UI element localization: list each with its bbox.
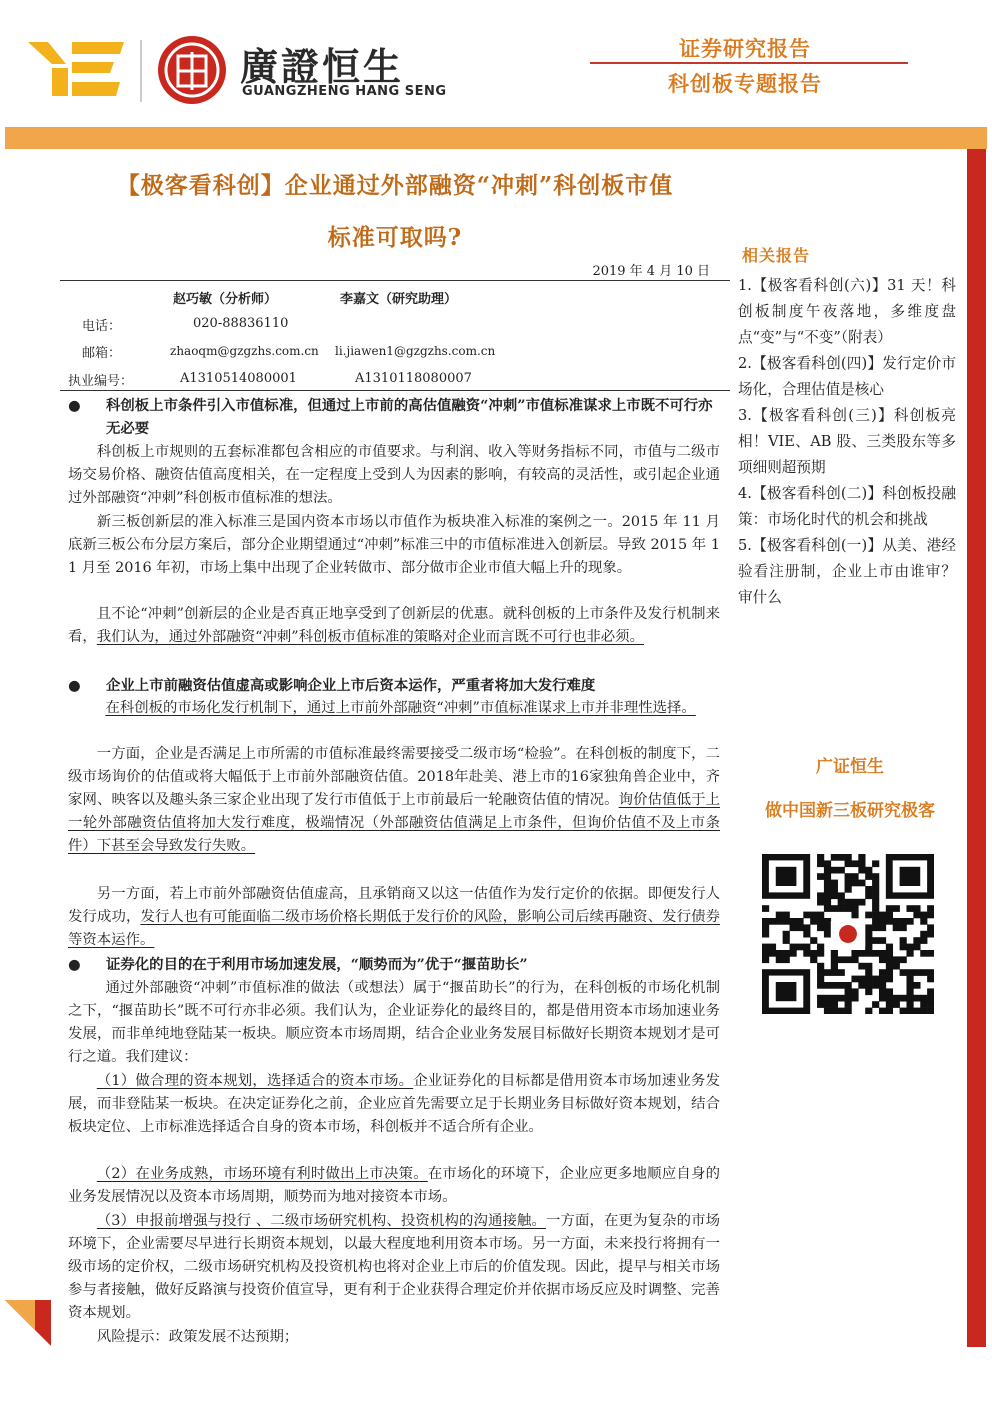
assistant-email[interactable]: li.jiawen1@gzgzhs.com.cn — [335, 344, 496, 358]
paragraph-10-emphasis: （3）申报前增强与投行 、二级市场研究机构、投资机构的沟通接触。 — [96, 1213, 547, 1229]
authors-rule — [60, 390, 730, 391]
related-report-link[interactable]: 4.【极客看科创(二)】科创板投融策：市场化时代的机会和挑战 — [738, 485, 956, 528]
sidebar-brand-name: 广证恒生 — [816, 757, 884, 777]
related-report-link[interactable]: 5.【极客看科创(一)】从美、港经验看注册制，企业上市由谁审？审什么 — [738, 537, 956, 606]
paragraph-6-emphasis: 发行人也有可能面临二级市场价格长期低于发行价的风险，影响公司后续再融资、发行债券等资本运作。 — [68, 909, 720, 948]
assistant-cert: A1310118080007 — [355, 371, 472, 386]
paragraph-4: 在科创板的市场化发行机制下，通过上市前外部融资“冲刺”市值标准谋求上市并非理性选择。 — [105, 700, 696, 716]
paragraph-5-emphasis: 询价估值低于上一轮外部融资估值将加大发行难度，极端情况（外部融资估值满足上市条件，但询价估值不及上市条件）下甚至会导致发行失败。 — [68, 792, 720, 854]
bullet-icon: ● — [68, 397, 81, 414]
right-red-stripe — [967, 149, 986, 1347]
header-divider — [590, 62, 908, 64]
paragraph-1: 科创板上市规则的五套标准都包含相应的市值要求。与利润、收入等财务指标不同，市值与二级市场交易价格、融资估值高度相关，在一定程度上受到人为因素的影响，有较高的灵活性，或引起企业通过外部融资“冲刺”科创板市值标准的想法。 — [68, 444, 720, 506]
title-rule — [60, 280, 730, 281]
paragraph-7: 通过外部融资“冲刺”市值标准的做法（或想法）属于“揠苗助长”的行为，在科创板的市场化机制之下，“揠苗助长”既不可行亦非必须。我们认为，企业证券化的最终目的，都是借用资本市场加速业务发展，而非单纯地登陆某一板块。顺应资本市场周期，结合企业业务发展目标做好长期资本规划才是可行之道。我们建议： — [68, 980, 720, 1065]
section-heading-1: ● 科创板上市条件引入市值标准，但通过上市前的高估值融资“冲刺”市值标准谋求上市既不可行亦无必要 — [68, 394, 720, 440]
qr-code-icon — [762, 854, 934, 1014]
cert-label: 执业编号： — [68, 374, 134, 389]
paragraph-9-emphasis: （2）在业务成熟，市场环境有利时做出上市决策。 — [96, 1166, 428, 1182]
corner-triangle-icon — [5, 1300, 51, 1346]
ye-logo-icon — [28, 38, 124, 100]
section-heading-3: ● 证券化的目的在于利用市场加速发展，“顺势而为”优于“揠苗助长” — [68, 953, 720, 976]
related-reports-title: 相关报告 — [742, 246, 811, 265]
analyst-cert: A1310514080001 — [180, 371, 297, 386]
phone-number: 020-88836110 — [193, 316, 289, 331]
paragraph-9: （2）在业务成熟，市场环境有利时做出上市决策。在市场化的环境下，企业应更多地顺应自身的业务发展情况以及资本市场周期，顺势而为地对接资本市场。 — [68, 1166, 720, 1205]
related-report-link[interactable]: 1.【极客看科创(六)】31 天！科创板制度午夜落地，多维度盘点“变”与“不变”（附表） — [738, 277, 956, 346]
paragraph-10: （3）申报前增强与投行 、二级市场研究机构、投资机构的沟通接触。一方面，在更为复杂的市场环境下，企业需要尽早进行长期资本规划，以最大程度地利用资本市场。另一方面，未来投行将拥有一级市场的定价权，二级市场研究机构及投资机构也将对企业上市后的价值发现。因此，提早与相关市场参与者接触，做好反路演与投资价值宣导，更有利于企业获得合理定价并依据市场反应及时调整、完善资本规划。 — [68, 1213, 720, 1321]
related-reports-list — [738, 273, 956, 611]
related-report-link[interactable]: 3.【极客看科创(三)】科创板亮相！VIE、AB 股、三类股东等多项细则超预期 — [738, 407, 956, 476]
email-label: 邮箱： — [82, 346, 122, 361]
bullet-icon: ● — [68, 956, 81, 973]
report-title-line1: 【极客看科创】企业通过外部融资“冲刺”科创板市值 — [116, 172, 674, 199]
header-orange-bar — [5, 127, 987, 149]
analyst-name: 赵巧敏（分析师） — [173, 292, 278, 307]
report-subtype: 科创板专题报告 — [668, 71, 822, 96]
bullet-icon: ● — [68, 677, 81, 694]
risk-warning: 风险提示：政策发展不达预期； — [96, 1329, 299, 1345]
seal-logo-icon — [156, 34, 228, 106]
section-heading-2: ● 企业上市前融资估值虚高或影响企业上市后资本运作，严重者将加大发行难度 — [68, 674, 720, 697]
paragraph-8: （1）做合理的资本规划，选择适合的资本市场。企业证券化的目标都是借用资本市场加速业务发展，而非登陆某一板块。在决定证券化之前，企业应首先需要立足于长期业务目标做好资本规划，结合板块定位、上市标准选择适合自身的资本市场，科创板并不适合所有企业。 — [68, 1073, 720, 1135]
sidebar-slogan: 做中国新三板研究极客 — [765, 801, 935, 821]
paragraph-8-emphasis: （1）做合理的资本规划，选择适合的资本市场。 — [96, 1073, 414, 1089]
paragraph-5: 一方面，企业是否满足上市所需的市值标准最终需要接受二级市场“检验”。在科创板的制度下，二级市场询价的估值或将大幅低于上市前外部融资估值。2018年赴美、港上市的16家独角兽企业中，齐家网、映客以及趣头条三家企业出现了发行市值低于上市前最后一轮融资估值的情况。询价估值低于上一轮外部融资估值将加大发行难度，极端情况（外部融资估值满足上市条件，但询价估值不及上市条件）下甚至会导致发行失败。 — [68, 746, 720, 854]
analyst-email[interactable]: zhaoqm@gzgzhs.com.cn — [170, 344, 319, 358]
paragraph-3-emphasis: 我们认为，通过外部融资“冲刺”科创板市值标准的策略对企业而言既不可行也非必须。 — [96, 629, 644, 645]
paragraph-2: 新三板创新层的准入标准三是国内资本市场以市值作为板块准入标准的案例之一。2015 年 11 月底新三板公布分层方案后，部分企业期望通过“冲刺”标准三中的市值标准进入创新层。导致 2015 年 11 月至 2016 年初，市场上集中出现了企业转做市、部分做市企业市值大幅上升的现象。 — [68, 514, 720, 576]
report-title-line2: 标准可取吗? — [327, 224, 463, 251]
related-report-link[interactable]: 2.【极客看科创(四)】发行定价市场化，合理估值是核心 — [738, 355, 956, 398]
brand-name-cn: 廣證恒生 — [240, 45, 405, 89]
report-date: 2019 年 4 月 10 日 — [592, 264, 710, 279]
assistant-name: 李嘉文（研究助理） — [340, 292, 458, 307]
paragraph-3: 且不论“冲刺”创新层的企业是否真正地享受到了创新层的优惠。就科创板的上市条件及发行机制来看，我们认为，通过外部融资“冲刺”科创板市值标准的策略对企业而言既不可行也非必须。 — [68, 606, 720, 645]
phone-label: 电话： — [82, 319, 122, 334]
paragraph-6: 另一方面，若上市前外部融资估值虚高，且承销商又以这一估值作为发行定价的依据。即便发行人发行成功，发行人也有可能面临二级市场价格长期低于发行价的风险，影响公司后续再融资、发行债券等资本运作。 — [68, 886, 720, 948]
brand-name-en: GUANGZHENG HANG SENG — [242, 84, 447, 99]
logo-separator — [140, 40, 142, 102]
report-type: 证券研究报告 — [679, 36, 811, 61]
